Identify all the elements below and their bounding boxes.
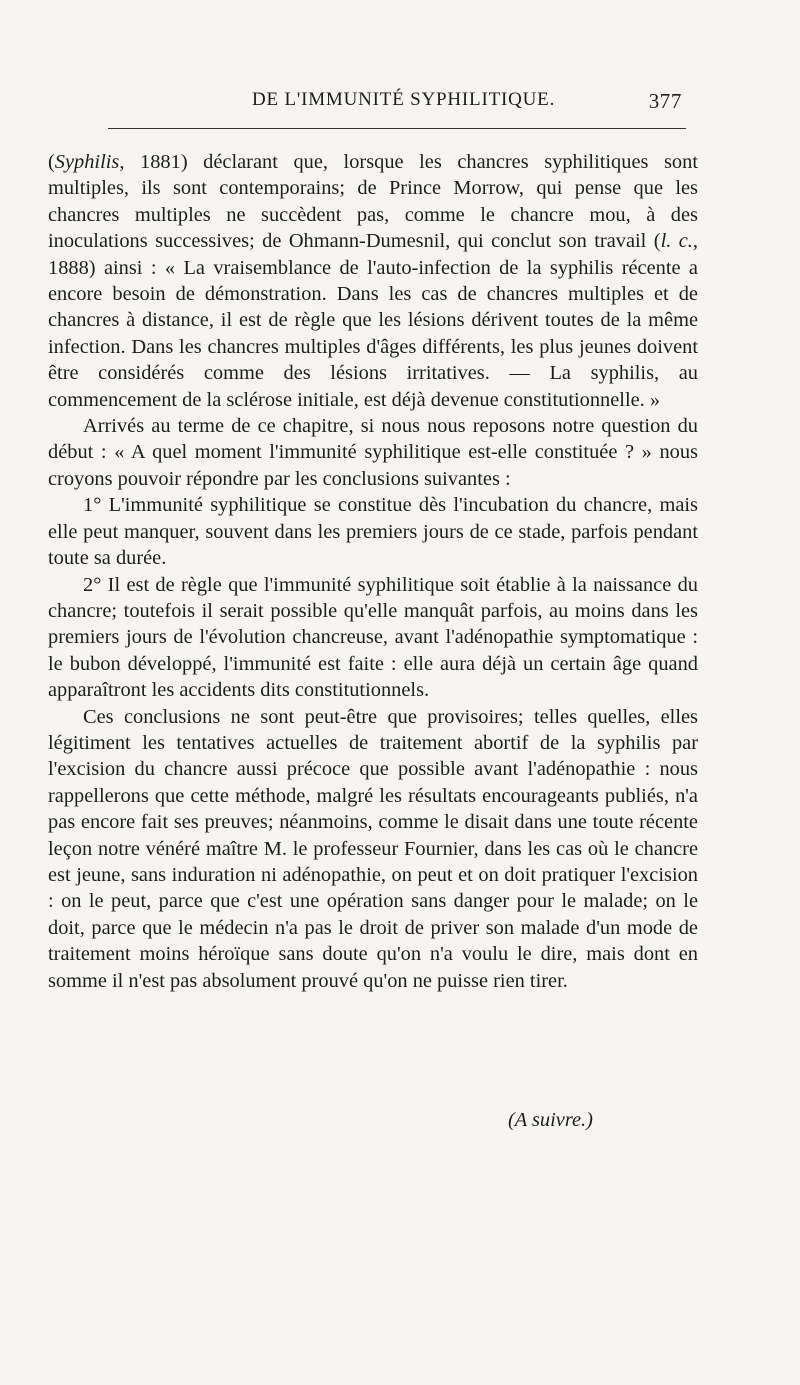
paragraph-2: Arrivés au terme de ce chapitre, si nous nous reposons notre question du début : « A quel moment l'immunité syphilitique est-elle constituée ? » nous croyons pouvoir répondre par les conclusions suivantes : <box>48 415 698 490</box>
italic-loc-cit: l. c. <box>660 230 693 253</box>
running-title: DE L'IMMUNITÉ SYPHILITIQUE. <box>252 89 556 110</box>
header-rule <box>108 128 686 129</box>
italic-citation: Syphilis <box>54 151 120 173</box>
page-number: 377 <box>648 89 682 113</box>
paragraph-5: Ces conclusions ne sont peut-être que provisoires; telles quelles, elles légitiment les tentatives actuelles de traitement abortif de la syphilis par l'excision du chancre aussi précoce que possible avant l'adénopathie : nous rappellerons que cette méthode, malgré les résultats encourageants publiés, n'a pas encore fait ses preuves; néanmoins, comme le disait dans une toute récente leçon notre vénéré maître M. le professeur Fournier, dans les cas où le chancre est jeune, sans induration ni adénopathie, on peut et on doit pratiquer l'excision : on le peut, parce que c'est une opération sans danger pour le malade; on le doit, parce que le médecin n'a pas le droit de priver son malade d'un mode de traitement moins héroïque sans doute qu'on n'a voulu le dire, mais dont en somme il n'est pas absolument prouvé qu'on ne puisse rien tirer. <box>48 705 698 992</box>
body-text <box>48 149 698 994</box>
running-head <box>47 89 682 115</box>
paragraph-1-text-a: , 1881) déclarant que, lorsque les chancres syphilitiques sont multiples, ils sont contemporains; de Prince Morrow, qui pense que les chancres multiples ne succèdent pas, comme le chancre mou, à des inoculations successives; de Ohmann-Dumesnil, qui conclut son travail ( <box>48 151 698 253</box>
paragraph-1: (Syphilis, 1881) déclarant que, lorsque les chancres syphilitiques sont multiples, ils sont contemporains; de Prince Morrow, qui pense que les chancres multiples ne succèdent pas, comme le chancre mou, à des inoculations successives; de Ohmann-Dumesnil, qui conclut son travail (l. c., 1888) ainsi : « La vraisemblance de l'auto-infection de la syphilis récente a encore besoin de démonstration. Dans les cas de chancres multiples et de chancres à distance, il est de règle que les lésions dérivent toutes de la même infection. Dans les chancres multiples d'âges différents, les plus jeunes doivent être considérés comme des lésions irritatives. — La syphilis, au commencement de la sclérose initiale, est déjà devenue constitutionnelle. » <box>48 151 698 411</box>
to-be-continued: (A suivre.) <box>508 1109 593 1131</box>
paragraph-4: 2° Il est de règle que l'immunité syphilitique soit établie à la naissance du chancre; toutefois il serait possible qu'elle manquât parfois, au moins dans les premiers jours de l'évolution chancreuse, avant l'adénopathie symptomatique : le bubon développé, l'immunité est faite : elle aura déjà un certain âge quand apparaîtront les accidents dits constitutionnels. <box>48 573 698 702</box>
paragraph-3: 1° L'immunité syphilitique se constitue dès l'incubation du chancre, mais elle peut manquer, souvent dans les premiers jours de ce stade, parfois pendant toute sa durée. <box>48 494 698 570</box>
paragraph-1-text-b: , 1888) ainsi : « La vraisemblance de l'auto-infection de la syphilis récente a encore besoin de démonstration. Dans les cas de chancres multiples et de chancres à distance, il est de règle que les lésions dérivent toutes de la même infection. Dans les chancres multiples d'âges différents, les plus jeunes doivent être considérés comme des lésions irritatives. — La syphilis, au commencement de la sclérose initiale, est déjà devenue constitutionnelle. » <box>48 230 698 411</box>
